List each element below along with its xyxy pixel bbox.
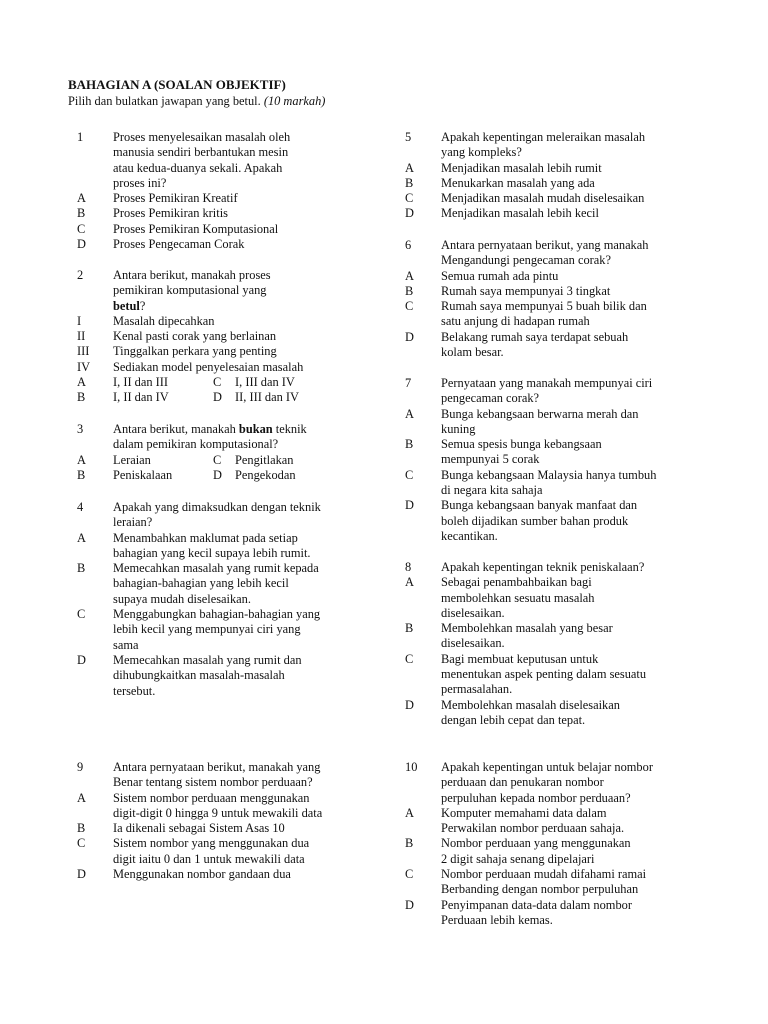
option-text: Menukarkan masalah yang ada bbox=[441, 175, 595, 190]
option-c[interactable] bbox=[405, 652, 705, 698]
option-label: D bbox=[77, 652, 86, 667]
option-label: B bbox=[77, 467, 86, 482]
stem-line: atau kedua-duanya sekali. Apakah bbox=[113, 160, 283, 175]
question-number: 6 bbox=[405, 238, 412, 252]
option-text: Proses Pemikiran kritis bbox=[113, 206, 228, 221]
option-label: D bbox=[405, 206, 414, 221]
question-stem bbox=[113, 268, 367, 314]
option-row-bd bbox=[77, 468, 367, 483]
question-2 bbox=[77, 268, 367, 406]
option-b[interactable] bbox=[405, 437, 705, 468]
stem-line: pemikiran komputasional yang bbox=[113, 283, 267, 298]
option-b[interactable] bbox=[77, 206, 367, 221]
option-text: Proses Pemikiran Kreatif bbox=[113, 191, 238, 206]
option-c[interactable] bbox=[405, 867, 705, 898]
question-stem bbox=[441, 238, 705, 269]
statement-text: Sediakan model penyelesaian masalah bbox=[113, 359, 304, 374]
section-header bbox=[68, 76, 325, 110]
option-d[interactable] bbox=[405, 206, 705, 221]
option-d[interactable]: II, III dan IV bbox=[235, 390, 299, 405]
option-text: Membolehkan masalah yang besar diselesaikan. bbox=[441, 621, 613, 651]
stem-line: Antara pernyataan berikut, yang manakah bbox=[441, 238, 649, 252]
option-label: B bbox=[405, 283, 414, 298]
stem-line bbox=[113, 422, 367, 437]
instruction-text: Pilih dan bulatkan jawapan yang betul. bbox=[68, 94, 261, 108]
stem-line: Pernyataan yang manakah mempunyai ciri bbox=[441, 376, 653, 390]
option-label: D bbox=[77, 237, 86, 252]
question-stem bbox=[113, 500, 367, 531]
option-c[interactable] bbox=[405, 468, 705, 499]
stem-line: Benar tentang sistem nombor perduaan? bbox=[113, 775, 313, 790]
option-b[interactable]: I, II dan IV bbox=[113, 390, 169, 405]
stem-line: yang kompleks? bbox=[441, 145, 522, 160]
option-label: B bbox=[77, 206, 86, 221]
option-a[interactable] bbox=[405, 269, 705, 284]
option-text: Menambahkan maklumat pada setiap bahagian yang kecil supaya lebih rumit. bbox=[113, 530, 311, 560]
option-label: C bbox=[213, 452, 222, 467]
option-text: Menjadikan masalah mudah diselesaikan bbox=[441, 191, 645, 206]
statement-text: Tinggalkan perkara yang penting bbox=[113, 344, 277, 359]
option-b[interactable] bbox=[77, 821, 367, 836]
option-a[interactable]: Leraian bbox=[113, 452, 151, 467]
statement-iii bbox=[77, 344, 367, 359]
stem-line: Proses menyelesaikan masalah oleh bbox=[113, 130, 291, 144]
option-text: Memecahkan masalah yang rumit kepada bahagian-bahagian yang lebih kecil supaya mudah diselesaikan. bbox=[113, 561, 319, 606]
statement-iv bbox=[77, 360, 367, 375]
question-stem bbox=[113, 422, 367, 453]
option-label: C bbox=[77, 221, 86, 236]
stem-emphasis: betul bbox=[113, 298, 140, 313]
option-text: Menjadikan masalah lebih kecil bbox=[441, 206, 599, 221]
option-text: Komputer memahami data dalam Perwakilan nombor perduaan sahaja. bbox=[441, 805, 625, 836]
option-d[interactable] bbox=[77, 867, 367, 882]
option-text: Nombor perduaan mudah difahami ramai Berbanding dengan nombor perpuluhan bbox=[441, 867, 647, 897]
question-number: 1 bbox=[77, 130, 84, 144]
option-label: D bbox=[213, 390, 222, 405]
option-label: A bbox=[77, 375, 86, 390]
option-label: A bbox=[77, 790, 86, 805]
option-label: C bbox=[405, 299, 414, 314]
option-a[interactable] bbox=[405, 806, 705, 837]
option-text: Proses Pengecaman Corak bbox=[113, 237, 245, 252]
option-label: D bbox=[213, 467, 222, 482]
question-number: 7 bbox=[405, 376, 412, 390]
option-row-ac bbox=[77, 375, 367, 390]
option-text: Semua rumah ada pintu bbox=[441, 268, 559, 283]
option-c[interactable] bbox=[77, 607, 367, 653]
option-label: A bbox=[77, 191, 86, 206]
statement-i bbox=[77, 314, 367, 329]
question-3 bbox=[77, 422, 367, 483]
option-text: Ia dikenali sebagai Sistem Asas 10 bbox=[113, 821, 285, 836]
option-text: Bagi membuat keputusan untuk menentukan aspek penting dalam sesuatu permasalahan. bbox=[441, 651, 647, 697]
option-label: C bbox=[77, 836, 86, 851]
option-label: B bbox=[77, 390, 86, 405]
option-d[interactable] bbox=[77, 237, 367, 252]
question-7 bbox=[405, 376, 705, 544]
option-label: C bbox=[213, 375, 222, 390]
option-label: A bbox=[405, 406, 414, 421]
stem-line: manusia sendiri berbantukan mesin bbox=[113, 145, 289, 160]
question-stem bbox=[441, 760, 705, 806]
option-text: Menggunakan nombor gandaan dua bbox=[113, 867, 291, 882]
option-a[interactable] bbox=[77, 791, 367, 822]
question-stem bbox=[113, 760, 367, 791]
option-text: Bunga kebangsaan banyak manfaat dan boleh dijadikan sumber bahan produk kecantikan. bbox=[441, 498, 638, 543]
question-5 bbox=[405, 130, 705, 222]
question-number: 4 bbox=[77, 500, 84, 514]
question-number: 9 bbox=[77, 760, 84, 774]
option-label: C bbox=[405, 651, 414, 666]
stem-text: teknik bbox=[272, 422, 307, 436]
option-a[interactable] bbox=[405, 161, 705, 176]
option-text: Penyimpanan data-data dalam nombor Perduaan lebih kemas. bbox=[441, 897, 632, 927]
option-row-bd bbox=[77, 390, 367, 405]
statement-text: Kenal pasti corak yang berlainan bbox=[113, 329, 277, 344]
option-text: Rumah saya mempunyai 5 buah bilik dan satu anjung di hadapan rumah bbox=[441, 299, 647, 329]
question-8 bbox=[405, 560, 705, 728]
option-label: A bbox=[77, 530, 86, 545]
question-stem bbox=[441, 130, 705, 161]
question-stem bbox=[441, 560, 705, 575]
stem-line: Antara pernyataan berikut, manakah yang bbox=[113, 760, 321, 774]
option-label: B bbox=[405, 437, 414, 452]
stem-tail: ? bbox=[139, 298, 146, 313]
option-a[interactable] bbox=[77, 191, 367, 206]
question-number: 5 bbox=[405, 130, 412, 144]
stem-line: Mengandungi pengecaman corak? bbox=[441, 253, 611, 268]
stem-line: Apakah kepentingan meleraikan masalah bbox=[441, 130, 646, 144]
option-label: C bbox=[405, 191, 414, 206]
option-label: A bbox=[405, 268, 414, 283]
option-label: B bbox=[77, 821, 86, 836]
marks-note: (10 markah) bbox=[263, 94, 326, 108]
option-label: A bbox=[405, 160, 414, 175]
option-label: A bbox=[77, 452, 86, 467]
question-number: 8 bbox=[405, 560, 412, 574]
option-c[interactable] bbox=[405, 299, 705, 330]
stem-line: Apakah yang dimaksudkan dengan teknik bbox=[113, 500, 321, 514]
option-a[interactable]: I, II dan III bbox=[113, 375, 169, 390]
option-label: C bbox=[405, 467, 414, 482]
option-text: Sistem nombor yang menggunakan dua digit iaitu 0 dan 1 untuk mewakili data bbox=[113, 836, 310, 866]
option-text: Membolehkan masalah diselesaikan dengan lebih cepat dan tepat. bbox=[441, 697, 620, 727]
option-b[interactable] bbox=[405, 836, 705, 867]
option-label: B bbox=[77, 561, 86, 576]
option-b[interactable] bbox=[405, 284, 705, 299]
question-9 bbox=[77, 760, 367, 882]
option-d[interactable] bbox=[77, 653, 367, 699]
stem-line: perpuluhan kepada nombor perduaan? bbox=[441, 790, 631, 805]
question-stem bbox=[441, 376, 705, 407]
option-text: Rumah saya mempunyai 3 tingkat bbox=[441, 283, 611, 298]
question-10 bbox=[405, 760, 705, 928]
statement-ii bbox=[77, 329, 367, 344]
option-text: Semua spesis bunga kebangsaan mempunyai 5 corak bbox=[441, 437, 602, 467]
option-label: B bbox=[405, 175, 414, 190]
question-stem bbox=[113, 130, 367, 191]
option-label: A bbox=[405, 575, 414, 590]
question-4 bbox=[77, 500, 367, 699]
option-text: Bunga kebangsaan Malaysia hanya tumbuh di negara kita sahaja bbox=[441, 467, 657, 498]
stem-line: pengecaman corak? bbox=[441, 391, 540, 406]
option-text: Sistem nombor perduaan menggunakan digit-digit 0 hingga 9 untuk mewakili data bbox=[113, 790, 323, 820]
option-d[interactable] bbox=[405, 498, 705, 544]
question-6 bbox=[405, 238, 705, 360]
option-c[interactable]: Pengitlakan bbox=[235, 452, 294, 467]
option-text: Menggabungkan bahagian-bahagian yang lebih kecil yang mempunyai ciri yang sama bbox=[113, 607, 321, 652]
section-title: BAHAGIAN A (SOALAN OBJEKTIF) bbox=[68, 77, 286, 92]
option-d[interactable]: Pengekodan bbox=[235, 467, 296, 482]
option-text: Proses Pemikiran Komputasional bbox=[113, 221, 279, 236]
stem-line: Antara berikut, manakah proses bbox=[113, 268, 271, 282]
option-text: Memecahkan masalah yang rumit dan dihubungkaitkan masalah-masalah tersebut. bbox=[113, 652, 302, 698]
instruction bbox=[68, 93, 325, 110]
option-label: C bbox=[77, 607, 86, 622]
stem-text: Antara berikut, manakah bbox=[113, 422, 239, 436]
option-a[interactable] bbox=[77, 531, 367, 562]
question-number: 2 bbox=[77, 268, 84, 282]
statement-label: III bbox=[77, 344, 90, 359]
stem-line: Apakah kepentingan teknik peniskalaan? bbox=[441, 560, 645, 574]
option-d[interactable] bbox=[405, 330, 705, 361]
option-text: Menjadikan masalah lebih rumit bbox=[441, 160, 602, 175]
option-label: B bbox=[405, 836, 414, 851]
option-label: A bbox=[405, 805, 414, 820]
option-label: D bbox=[405, 697, 414, 712]
question-number: 10 bbox=[405, 760, 418, 774]
statement-label: II bbox=[77, 329, 86, 344]
option-b[interactable] bbox=[405, 621, 705, 652]
option-d[interactable] bbox=[405, 698, 705, 729]
question-number: 3 bbox=[77, 422, 84, 436]
statement-label: IV bbox=[77, 359, 91, 374]
stem-emphasis: bukan bbox=[238, 422, 273, 436]
option-d[interactable] bbox=[405, 898, 705, 929]
option-c[interactable] bbox=[77, 836, 367, 867]
option-text: Bunga kebangsaan berwarna merah dan kuning bbox=[441, 406, 639, 436]
option-label: D bbox=[405, 329, 414, 344]
option-label: D bbox=[405, 897, 414, 912]
stem-line: perduaan dan penukaran nombor bbox=[441, 775, 604, 790]
stem-line: Apakah kepentingan untuk belajar nombor bbox=[441, 760, 653, 774]
stem-line: proses ini? bbox=[113, 175, 167, 190]
option-label: C bbox=[405, 867, 414, 882]
option-c[interactable] bbox=[77, 222, 367, 237]
option-row-ac bbox=[77, 453, 367, 468]
option-label: D bbox=[77, 867, 86, 882]
option-text: Belakang rumah saya terdapat sebuah kolam besar. bbox=[441, 329, 629, 360]
statement-label: I bbox=[77, 313, 82, 328]
stem-line: dalam pemikiran komputasional? bbox=[113, 437, 279, 452]
option-c[interactable] bbox=[405, 191, 705, 206]
option-b[interactable] bbox=[405, 176, 705, 191]
option-a[interactable] bbox=[405, 407, 705, 438]
statement-text: Masalah dipecahkan bbox=[113, 313, 215, 328]
option-label: D bbox=[405, 498, 414, 513]
option-b[interactable]: Peniskalaan bbox=[113, 467, 173, 482]
stem-line bbox=[113, 299, 367, 314]
option-b[interactable] bbox=[77, 561, 367, 607]
stem-line: leraian? bbox=[113, 515, 153, 530]
option-a[interactable] bbox=[405, 575, 705, 621]
option-text: Nombor perduaan yang menggunakan 2 digit sahaja senang dipelajari bbox=[441, 836, 631, 866]
option-text: Sebagai penambahbaikan bagi membolehkan sesuatu masalah diselesaikan. bbox=[441, 575, 595, 620]
option-c[interactable]: I, III dan IV bbox=[235, 375, 295, 390]
question-1 bbox=[77, 130, 367, 252]
option-label: B bbox=[405, 621, 414, 636]
